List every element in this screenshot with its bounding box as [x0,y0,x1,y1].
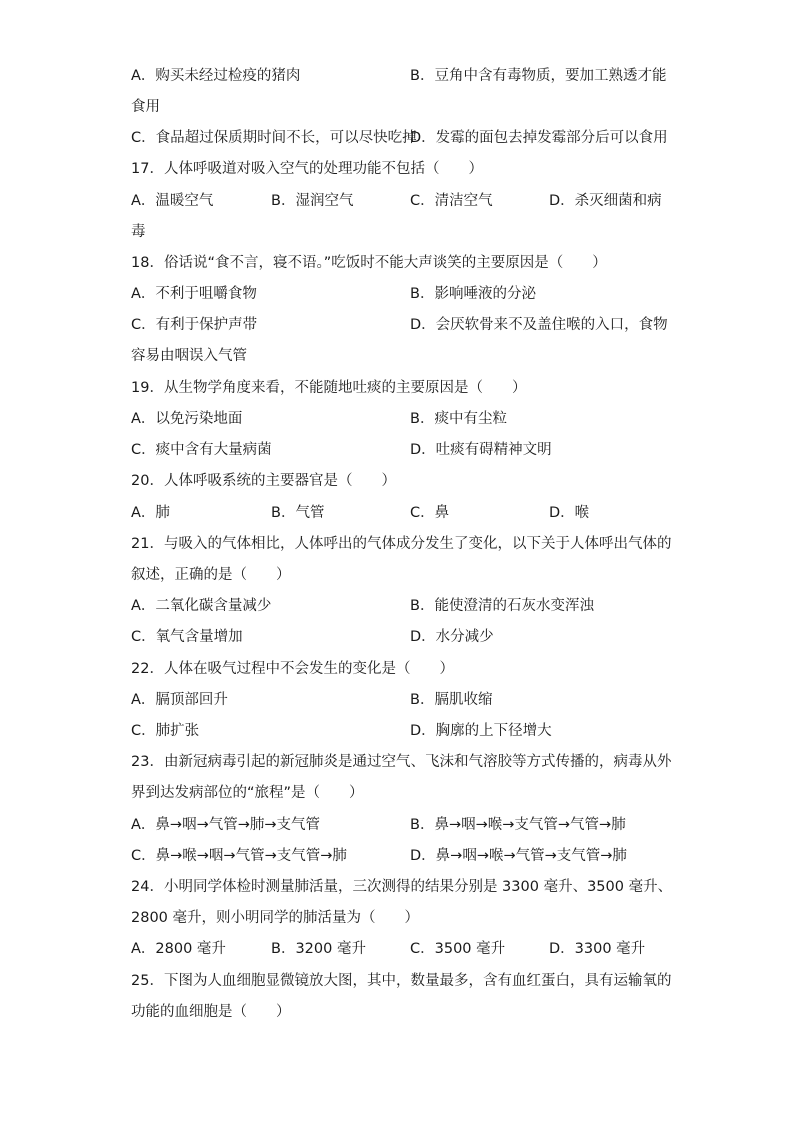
q21-options-row1 [131,595,663,617]
q16-option-b[interactable]: B．豆角中含有毒物质，要加工熟透才能 [410,68,667,84]
q18-option-d-cont: 容易由咽误入气管 [131,348,247,364]
q18-options-row2 [131,314,668,336]
q22-option-c[interactable]: C．肺扩张 [131,723,200,739]
q18-option-d-continued [131,345,663,367]
q19-option-a[interactable]: A．以免污染地面 [131,411,243,427]
q22-options-row1 [131,689,663,711]
q19-option-b[interactable]: B．痰中有尘粒 [410,411,507,427]
q19-stem [131,377,663,399]
q25-stem-continued [131,1001,663,1023]
q21-options-row2 [131,626,663,648]
q20-options [131,502,663,524]
q23-stem [131,751,672,773]
q21-option-b[interactable]: B．能使澄清的石灰水变浑浊 [410,598,594,614]
q19-option-d[interactable]: D．吐痰有碍精神文明 [410,442,552,458]
q23-option-d[interactable]: D．鼻→咽→喉→气管→支气管→肺 [410,848,627,864]
q20-stem-text: 20．人体呼吸系统的主要器官是（ ） [131,473,396,489]
q20-option-c[interactable]: C．鼻 [410,505,450,521]
q16-option-a[interactable]: A．购买未经过检疫的猪肉 [131,68,301,84]
q22-option-b[interactable]: B．膈肌收缩 [410,692,493,708]
q19-option-c[interactable]: C．痰中含有大量病菌 [131,442,272,458]
q16-option-b-continued [131,96,663,118]
q17-option-c[interactable]: C．清洁空气 [410,193,493,209]
q24-option-b[interactable]: B．3200 毫升 [271,941,366,957]
q22-option-d[interactable]: D．胸廓的上下径增大 [410,723,552,739]
q24-option-d[interactable]: D．3300 毫升 [549,941,646,957]
q21-stem-continued [131,564,663,586]
q24-stem [131,876,673,898]
q25-stem-cont: 功能的血细胞是（ ） [131,1004,291,1020]
q16-option-b-cont: 食用 [131,99,160,115]
q22-stem [131,658,663,680]
q18-options-row1 [131,283,663,305]
q21-option-c[interactable]: C．氧气含量增加 [131,629,243,645]
q17-option-d[interactable]: D．杀灭细菌和病 [549,193,662,209]
q16-options-row1 [131,65,667,87]
q21-option-a[interactable]: A．二氧化碳含量减少 [131,598,272,614]
q17-option-d-cont: 毒 [131,224,146,240]
q19-options-row1 [131,408,663,430]
q24-option-a[interactable]: A．2800 毫升 [131,941,226,957]
q16-option-d[interactable]: D．发霉的面包去掉发霉部分后可以食用 [410,130,668,146]
q18-stem-text: 18．俗话说“食不言，寝不语。”吃饭时不能大声谈笑的主要原因是（ ） [131,255,607,271]
q19-options-row2 [131,439,663,461]
q21-stem [131,533,672,555]
q24-option-c[interactable]: C．3500 毫升 [410,941,506,957]
q23-option-a[interactable]: A．鼻→咽→气管→肺→支气管 [131,817,321,833]
q16-option-c[interactable]: C．食品超过保质期时间不长，可以尽快吃掉 [131,130,417,146]
q23-stem-cont: 界到达发病部位的“旅程”是（ ） [131,785,364,801]
q17-option-a[interactable]: A．温暖空气 [131,193,214,209]
q18-option-c[interactable]: C．有利于保护声带 [131,317,258,333]
q20-stem [131,470,663,492]
q25-stem-text: 25．下图为人血细胞显微镜放大图，其中，数量最多，含有血红蛋白，具有运输氧的 [131,973,672,989]
q21-stem-text: 21．与吸入的气体相比，人体呼出的气体成分发生了变化，以下关于人体呼出气体的 [131,536,672,552]
q17-options [131,190,663,212]
q17-option-b[interactable]: B．湿润空气 [271,193,354,209]
q21-stem-cont: 叙述，正确的是（ ） [131,567,291,583]
q17-stem-text: 17．人体呼吸道对吸入空气的处理功能不包括（ ） [131,161,483,177]
q24-stem-text: 24．小明同学体检时测量肺活量，三次测得的结果分别是 3300 毫升、3500 毫升、 [131,879,673,895]
q20-option-d[interactable]: D．喉 [549,505,590,521]
q18-option-d[interactable]: D．会厌软骨来不及盖住喉的入口，食物 [410,317,668,333]
q23-options-row1 [131,814,663,836]
q20-option-a[interactable]: A．肺 [131,505,170,521]
q17-option-d-continued [131,221,663,243]
q24-options [131,938,663,960]
q21-option-d[interactable]: D．水分减少 [410,629,494,645]
q20-option-b[interactable]: B．气管 [271,505,325,521]
q22-stem-text: 22．人体在吸气过程中不会发生的变化是（ ） [131,661,454,677]
q18-stem [131,252,663,274]
q25-stem [131,970,672,992]
q23-option-c[interactable]: C．鼻→喉→咽→气管→支气管→肺 [131,848,347,864]
q18-option-b[interactable]: B．影响唾液的分泌 [410,286,536,302]
q16-options-row2 [131,127,668,149]
q17-stem [131,158,663,180]
q24-stem-continued [131,907,663,929]
q19-stem-text: 19．从生物学角度来看，不能随地吐痰的主要原因是（ ） [131,380,527,396]
q23-options-row2 [131,845,663,867]
q18-option-a[interactable]: A．不利于咀嚼食物 [131,286,257,302]
q22-options-row2 [131,720,663,742]
q24-stem-cont: 2800 毫升，则小明同学的肺活量为（ ） [131,910,420,926]
q23-stem-continued [131,782,663,804]
q23-option-b[interactable]: B．鼻→咽→喉→支气管→气管→肺 [410,817,626,833]
q22-option-a[interactable]: A．膈顶部回升 [131,692,228,708]
q23-stem-text: 23．由新冠病毒引起的新冠肺炎是通过空气、飞沫和气溶胶等方式传播的，病毒从外 [131,754,672,770]
